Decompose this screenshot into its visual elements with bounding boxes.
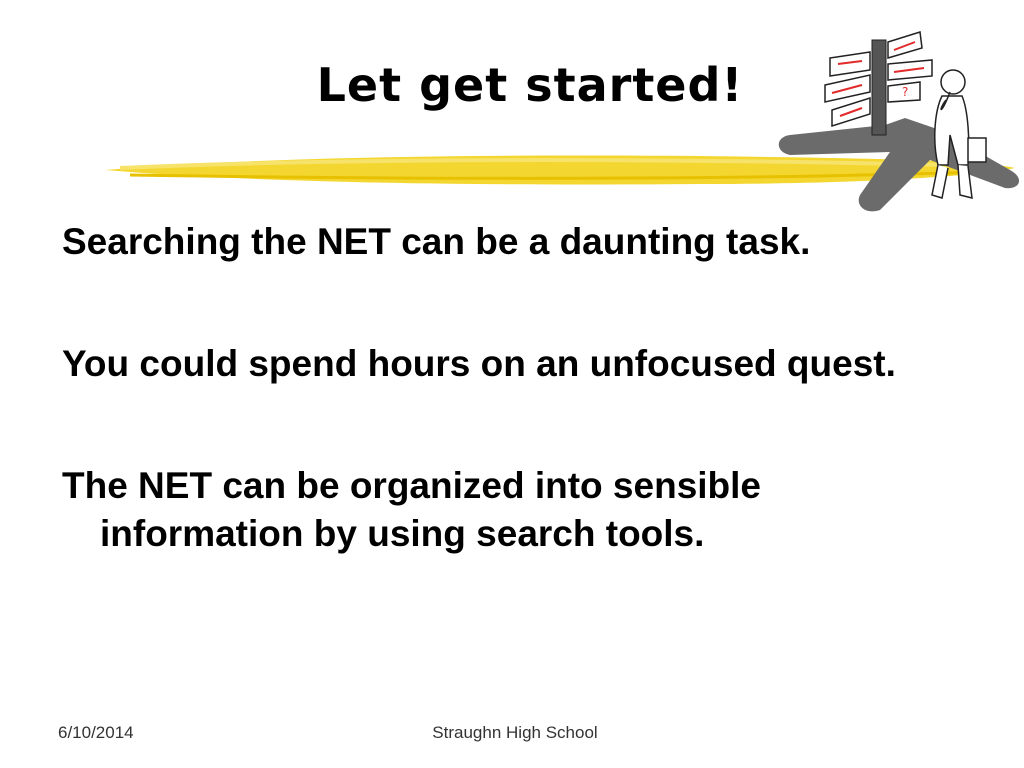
bullet-item: Searching the NET can be a daunting task. <box>62 221 811 262</box>
bullet-item: You could spend hours on an unfocused quest. <box>62 343 896 384</box>
footer-school-name: Straughn High School <box>432 723 598 742</box>
svg-text:?: ? <box>902 85 909 99</box>
footer-date: 6/10/2014 <box>58 723 134 742</box>
bullet-item: The NET can be organized into sensible information by using search tools. <box>62 465 762 554</box>
slide-title: Let get started! <box>316 58 744 112</box>
bullet-list <box>62 218 962 632</box>
